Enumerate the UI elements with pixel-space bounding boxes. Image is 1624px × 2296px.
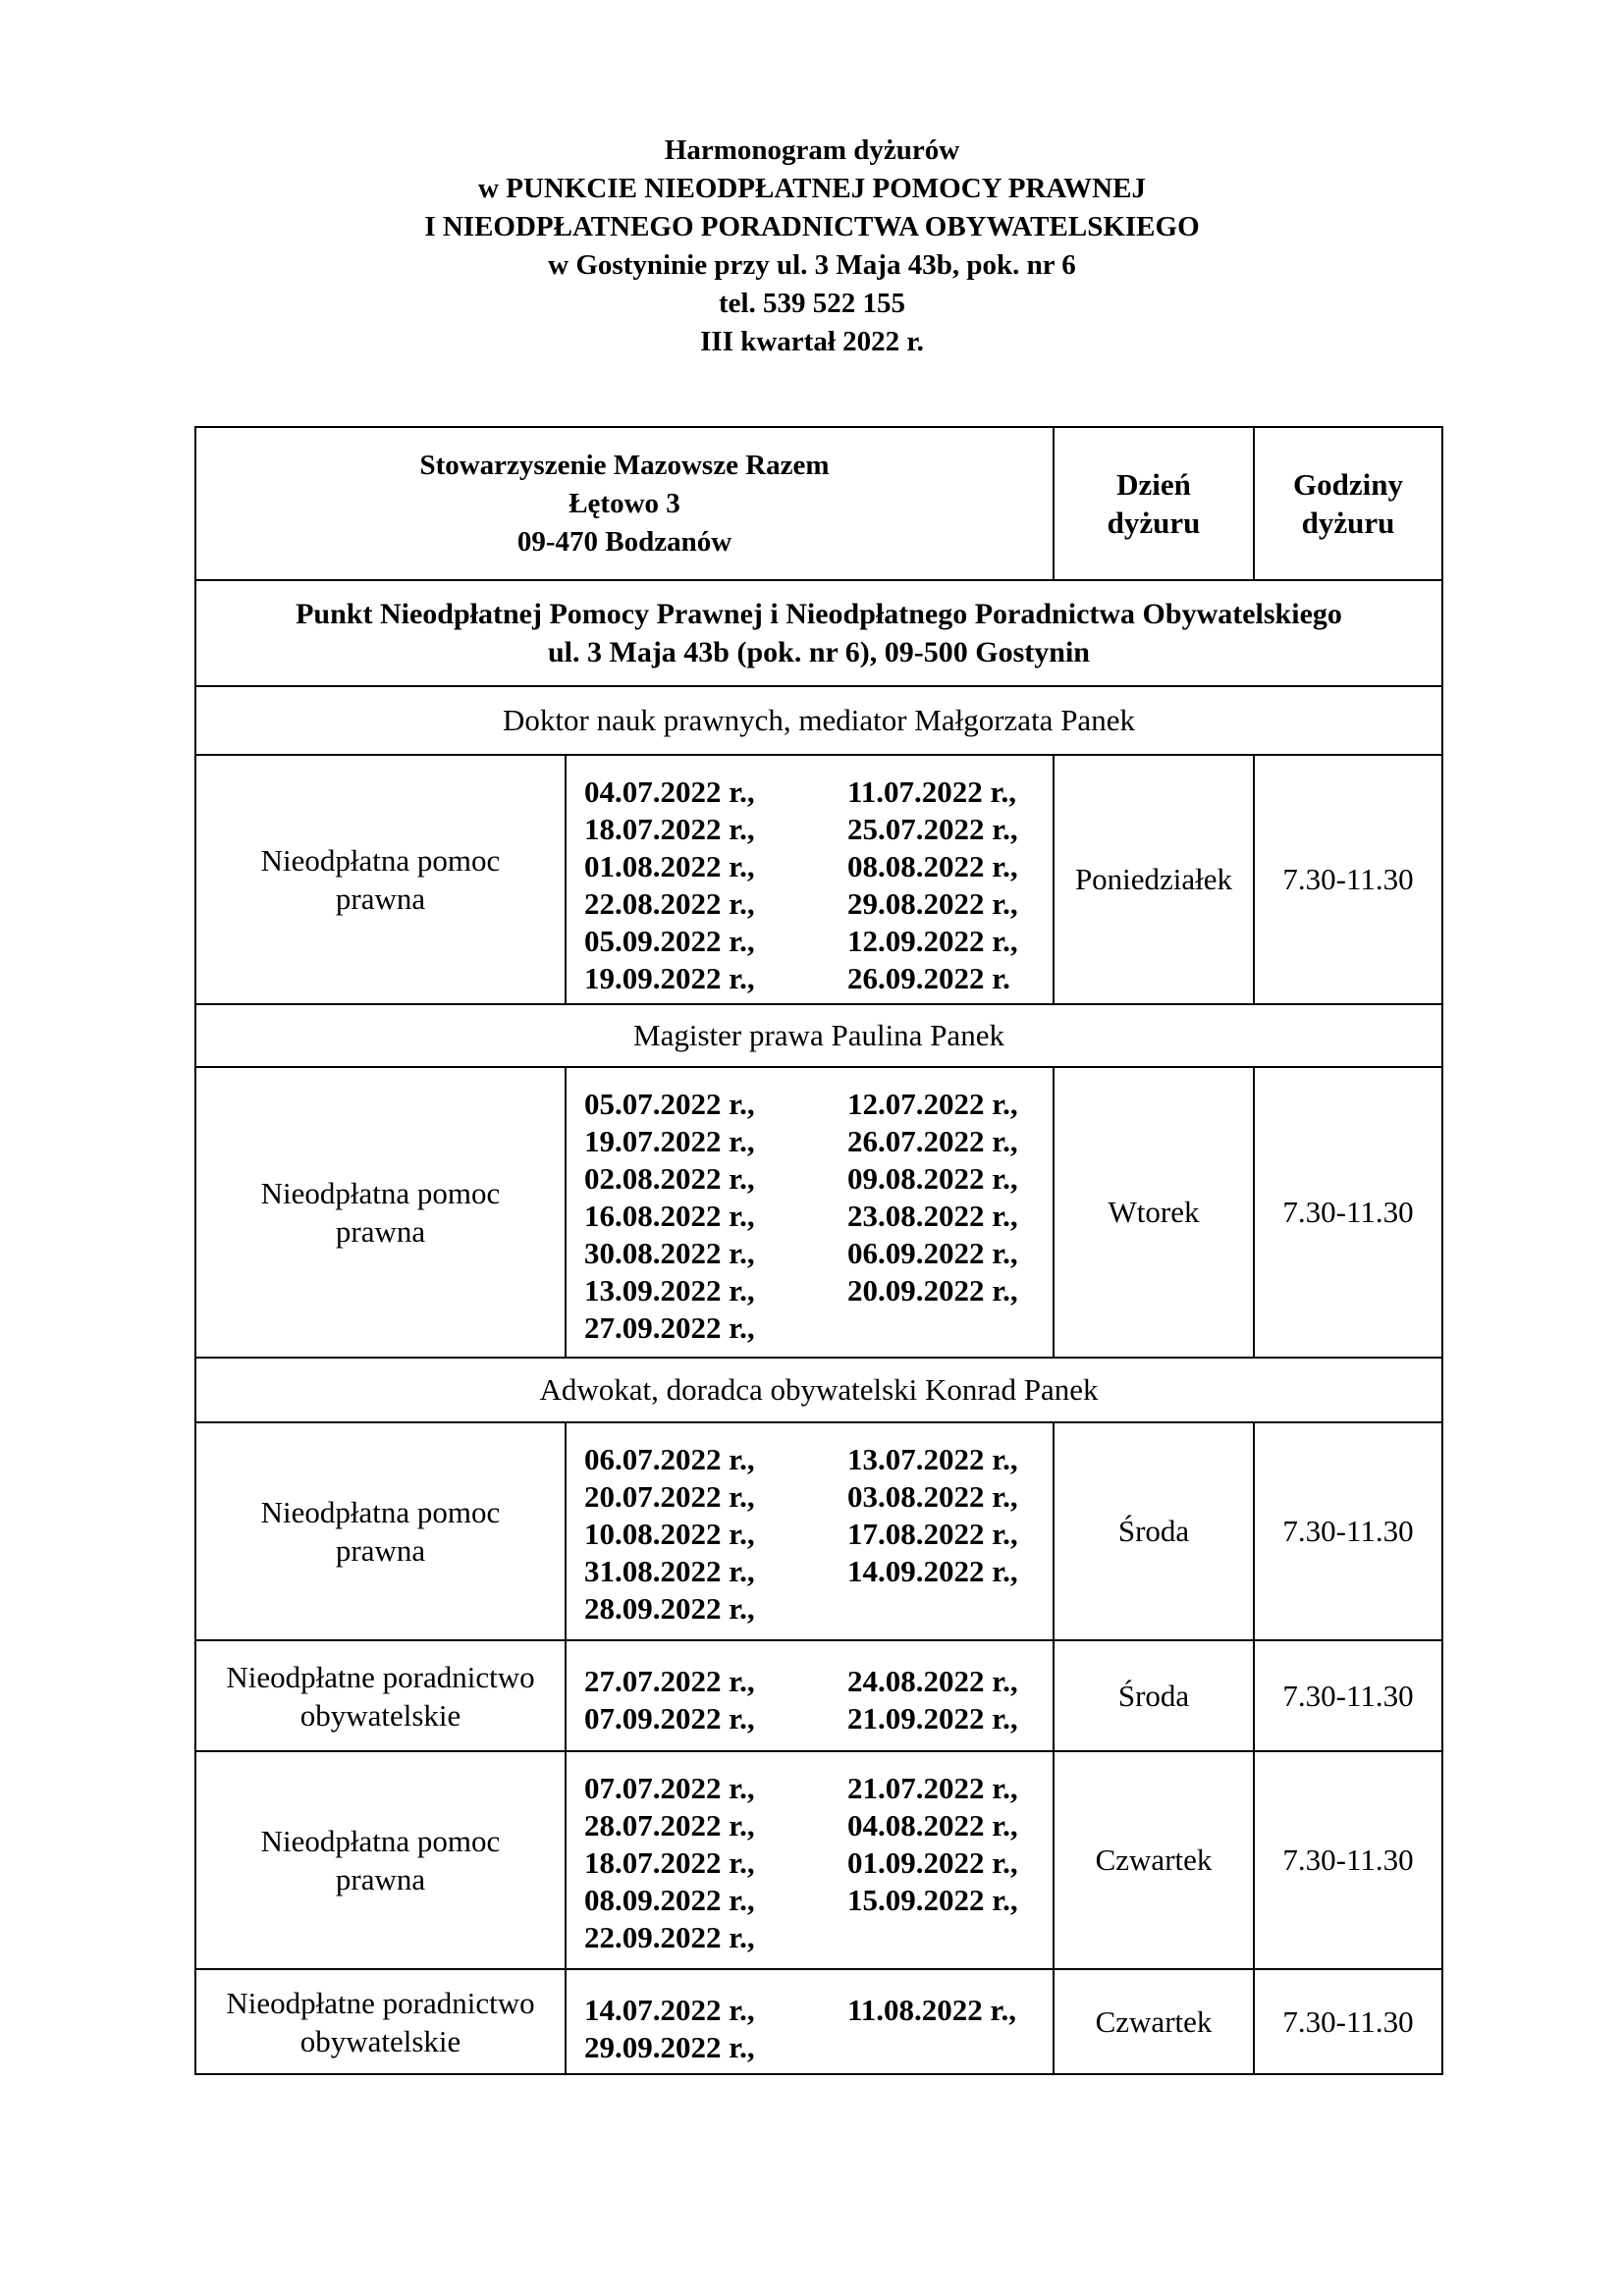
hours-cell: 7.30-11.30	[1254, 1640, 1442, 1751]
dates-cell	[566, 1640, 1054, 1751]
duty-date: 22.08.2022 r.,	[584, 886, 755, 921]
duty-date: 28.07.2022 r.,	[584, 1808, 755, 1842]
duty-date: 06.07.2022 r.,	[584, 1442, 755, 1476]
dates-list	[567, 1423, 1053, 1628]
schedule-table	[194, 426, 1443, 2075]
service-cell	[195, 1751, 566, 1969]
duty-date: 14.07.2022 r.,	[584, 1993, 755, 2027]
duty-date: 29.09.2022 r.,	[584, 2030, 755, 2064]
document-heading	[0, 132, 1624, 361]
heading-line: w Gostyninie przy ul. 3 Maja 43b, pok. nr 6	[548, 249, 1076, 281]
service-text: prawna	[335, 1214, 426, 1249]
duty-date: 23.08.2022 r.,	[847, 1199, 1018, 1233]
duty-date: 13.09.2022 r.,	[584, 1273, 755, 1308]
header-text: Dzień	[1116, 467, 1191, 502]
heading-line: Harmonogram dyżurów	[664, 134, 960, 166]
table-row	[195, 755, 1442, 1004]
duty-date: 18.07.2022 r.,	[584, 812, 755, 846]
hours-cell: 7.30-11.30	[1254, 1751, 1442, 1969]
table-row	[195, 1640, 1442, 1751]
org-street: Łętowo 3	[568, 487, 680, 519]
person-row	[195, 1358, 1442, 1422]
service-cell	[195, 1969, 566, 2074]
table-row	[195, 1422, 1442, 1640]
day-cell: Poniedziałek	[1054, 755, 1254, 1004]
service-text: prawna	[335, 1533, 426, 1568]
duty-date: 04.07.2022 r.,	[584, 774, 755, 809]
duty-date: 28.09.2022 r.,	[584, 1591, 755, 1626]
service-text: Nieodpłatna pomoc	[260, 1495, 501, 1529]
service-text: Nieodpłatna pomoc	[260, 843, 501, 878]
service-text: Nieodpłatne poradnictwo	[226, 1985, 535, 2020]
org-name: Stowarzyszenie Mazowsze Razem	[419, 449, 830, 481]
day-cell: Środa	[1054, 1640, 1254, 1751]
org-city: 09-470 Bodzanów	[516, 525, 732, 558]
duty-date: 27.07.2022 r.,	[584, 1664, 755, 1698]
dates-cell	[566, 1067, 1054, 1358]
duty-date	[847, 1919, 1054, 1956]
person-row	[195, 686, 1442, 755]
dates-list	[567, 1068, 1053, 1347]
duty-date: 03.08.2022 r.,	[847, 1479, 1018, 1514]
duty-date: 08.09.2022 r.,	[584, 1883, 755, 1917]
duty-date: 19.07.2022 r.,	[584, 1124, 755, 1158]
service-text: prawna	[335, 881, 426, 916]
hours-cell: 7.30-11.30	[1254, 1422, 1442, 1640]
duty-date: 05.09.2022 r.,	[584, 924, 755, 958]
duty-date: 22.09.2022 r.,	[584, 1920, 755, 1954]
duty-date: 08.08.2022 r.,	[847, 849, 1018, 883]
heading-line: tel. 539 522 155	[718, 288, 906, 319]
duty-date: 27.09.2022 r.,	[584, 1310, 755, 1345]
table-row	[195, 1067, 1442, 1358]
location-name: Punkt Nieodpłatnej Pomocy Prawnej i Nieodpłatnego Poradnictwa Obywatelskiego	[296, 598, 1342, 630]
duty-date: 24.08.2022 r.,	[847, 1664, 1018, 1698]
duty-date: 29.08.2022 r.,	[847, 886, 1018, 921]
service-cell	[195, 1422, 566, 1640]
location-address: ul. 3 Maja 43b (pok. nr 6), 09-500 Gostynin	[547, 636, 1090, 668]
person-name: Magister prawa Paulina Panek	[195, 1004, 1442, 1067]
duty-date: 20.07.2022 r.,	[584, 1479, 755, 1514]
duty-date: 11.07.2022 r.,	[847, 774, 1016, 809]
dates-list	[567, 1970, 1053, 2066]
duty-date: 26.09.2022 r.	[847, 961, 1010, 995]
person-row	[195, 1004, 1442, 1067]
duty-date: 06.09.2022 r.,	[847, 1236, 1018, 1270]
service-text: Nieodpłatne poradnictwo	[226, 1659, 535, 1694]
day-cell: Wtorek	[1054, 1067, 1254, 1358]
service-cell	[195, 1067, 566, 1358]
person-name: Adwokat, doradca obywatelski Konrad Panek	[195, 1358, 1442, 1422]
day-cell: Czwartek	[1054, 1969, 1254, 2074]
heading-line: I NIEODPŁATNEGO PORADNICTWA OBYWATELSKIEGO	[424, 211, 1200, 242]
table-header-row	[195, 427, 1442, 580]
duty-date: 21.09.2022 r.,	[847, 1701, 1018, 1735]
duty-date: 05.07.2022 r.,	[584, 1087, 755, 1121]
service-text: obywatelskie	[299, 1697, 461, 1733]
duty-date: 09.08.2022 r.,	[847, 1161, 1018, 1196]
dates-cell	[566, 1751, 1054, 1969]
service-text: obywatelskie	[299, 2023, 461, 2058]
dates-cell	[566, 1969, 1054, 2074]
dates-cell	[566, 1422, 1054, 1640]
dates-cell	[566, 755, 1054, 1004]
hours-cell: 7.30-11.30	[1254, 1969, 1442, 2074]
location-cell	[195, 580, 1442, 686]
location-row	[195, 580, 1442, 686]
duty-date: 11.08.2022 r.,	[847, 1993, 1016, 2027]
duty-date: 15.09.2022 r.,	[847, 1883, 1018, 1917]
table-row	[195, 1969, 1442, 2074]
duty-date: 07.07.2022 r.,	[584, 1771, 755, 1805]
duty-date: 30.08.2022 r.,	[584, 1236, 755, 1270]
header-text: Godziny	[1293, 467, 1403, 502]
dates-list	[567, 1641, 1053, 1737]
day-column-header	[1054, 427, 1254, 580]
hours-cell: 7.30-11.30	[1254, 755, 1442, 1004]
duty-date: 19.09.2022 r.,	[584, 961, 755, 995]
duty-date: 26.07.2022 r.,	[847, 1124, 1018, 1158]
service-text: Nieodpłatna pomoc	[260, 1176, 501, 1210]
service-cell	[195, 755, 566, 1004]
duty-date	[847, 1309, 1054, 1347]
duty-date: 16.08.2022 r.,	[584, 1199, 755, 1233]
dates-list	[567, 1752, 1053, 1956]
duty-date: 04.08.2022 r.,	[847, 1808, 1018, 1842]
service-text: Nieodpłatna pomoc	[260, 1824, 501, 1858]
day-cell: Środa	[1054, 1422, 1254, 1640]
duty-date: 20.09.2022 r.,	[847, 1273, 1018, 1308]
hours-column-header	[1254, 427, 1442, 580]
person-name: Doktor nauk prawnych, mediator Małgorzata Panek	[195, 686, 1442, 755]
duty-date	[847, 1590, 1054, 1628]
duty-date: 13.07.2022 r.,	[847, 1442, 1018, 1476]
duty-date: 01.08.2022 r.,	[584, 849, 755, 883]
header-text: dyżuru	[1107, 506, 1201, 540]
day-cell: Czwartek	[1054, 1751, 1254, 1969]
duty-date: 25.07.2022 r.,	[847, 812, 1018, 846]
table-row	[195, 1751, 1442, 1969]
heading-line: w PUNKCIE NIEODPŁATNEJ POMOCY PRAWNEJ	[478, 173, 1146, 204]
duty-date: 12.09.2022 r.,	[847, 924, 1018, 958]
duty-date: 14.09.2022 r.,	[847, 1554, 1018, 1588]
duty-date: 21.07.2022 r.,	[847, 1771, 1018, 1805]
duty-date: 17.08.2022 r.,	[847, 1517, 1018, 1551]
duty-date: 18.07.2022 r.,	[584, 1845, 755, 1880]
heading-line: III kwartał 2022 r.	[700, 326, 924, 357]
duty-date: 12.07.2022 r.,	[847, 1087, 1018, 1121]
service-cell	[195, 1640, 566, 1751]
hours-cell: 7.30-11.30	[1254, 1067, 1442, 1358]
organization-cell	[195, 427, 1054, 580]
duty-date	[847, 2029, 1054, 2066]
header-text: dyżuru	[1301, 506, 1395, 540]
duty-date: 31.08.2022 r.,	[584, 1554, 755, 1588]
duty-date: 02.08.2022 r.,	[584, 1161, 755, 1196]
duty-date: 07.09.2022 r.,	[584, 1701, 755, 1735]
service-text: prawna	[335, 1862, 426, 1896]
dates-list	[567, 756, 1053, 997]
duty-date: 10.08.2022 r.,	[584, 1517, 755, 1551]
duty-date: 01.09.2022 r.,	[847, 1845, 1018, 1880]
